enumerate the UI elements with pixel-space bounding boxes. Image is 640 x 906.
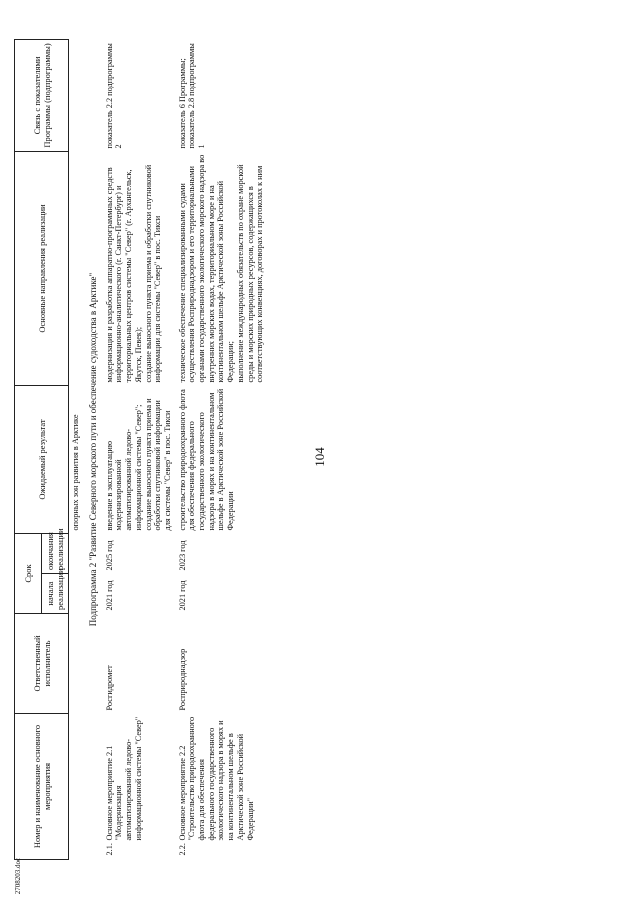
indicator-link: показатель 6 Программы; показатель 2.8 подпрограммы 1 [177,43,207,149]
executor: Росприроднадзор [177,648,187,711]
header-number-name: Номер и наименование основного мероприятия [15,714,69,860]
header-link: Связь с показателями Программы (подпрограммы) [15,40,69,152]
term-start: 2021 год [177,580,187,611]
header-term: Срок [15,534,42,614]
header-executor: Ответственный исполнитель [15,614,69,714]
subprogram-title: Подпрограмма 2 "Развитие Северного морского пути и обеспечение судоходства в Арктике" [87,272,98,627]
term-start: 2021 год [104,580,114,611]
measures-table [14,39,268,860]
continuation-row [69,40,84,860]
subprogram-title-row [84,40,103,860]
row-number: 2.1. [104,843,114,856]
term-end: 2023 год [177,540,187,571]
continuation-result: опорных зон развития в Арктике [71,414,80,531]
table-row [103,40,176,860]
table-row [176,40,268,860]
expected-result: введение в эксплуатацию модернизированной автоматизированной ледово-информационной системы "Север"; создание выносного пункта приема и обработки спутниковой информации для системы "Север" в пос. Тикси [104,398,172,531]
header-directions: Основные направления реализации [15,152,69,386]
row-number: 2.2. [177,843,187,856]
measure-name: Основное мероприятие 2.1 "Модернизация автоматизированной ледово-информационной системы "Север" [104,716,143,841]
measure-name: Основное мероприятие 2.2 "Строительство природоохранного флота для обеспечения федерального государственного экологического надзора в морях и на континентальном шельфе в Арктической зоне Российской Федерации" [177,716,255,841]
expected-result: строительство природоохранного флота для обеспечения федерального государственного экологического надзора в морях и на континентальном шельфе в Арктической зоне Российской Федерации [177,388,236,531]
direction-item: техническое обеспечение специализированными судами осуществления Росприроднадзором и его территориальными органами государственного экологического морского надзора во внутренних морских водах, территориальном море и на континентальном шельфе Арктической зоны Российской Федерации; [177,154,236,383]
direction-item: создание выносного пункта приема и обработки спутниковой информации для системы "Север" в пос. Тикси [143,164,163,383]
direction-item: выполнение международных обязательств по охране морской среды и морских природных ресурсов, содержащихся в соответствующих конвенциях, договорах и протоколах к ним [235,164,265,383]
executor: Росгидромет [104,665,114,711]
direction-item: модернизация и разработка аппаратно-программных средств информационно-аналитического (г. Санкт-Петербург) и территориальных центров системы "Север" (г. Архангельск, Якутск, Певек); [104,167,143,383]
document-footer-code: 2708203.doc [14,857,22,895]
header-result: Ожидаемый результат [15,386,69,534]
header-term-start: начала реализации [42,574,69,614]
page-number: 104 [312,447,327,467]
rotated-table-page [14,40,542,860]
main-directions [176,152,268,386]
header-term-end: окончания реализации [42,534,69,574]
main-directions [103,152,176,386]
indicator-link: показатель 2.2 подпрограммы 2 [104,43,124,149]
term-end: 2025 год [104,540,114,571]
